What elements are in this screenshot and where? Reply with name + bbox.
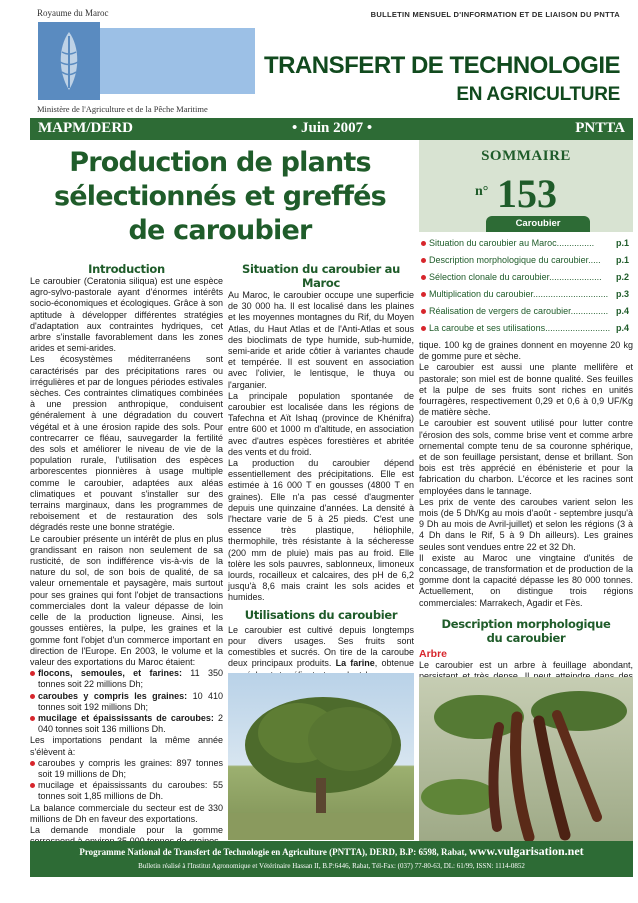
sommaire-box (419, 140, 633, 232)
paragraph: Il existe au Maroc une vingtaine d'unités de concassage, de transformation et de production de la gomme dont la capacité dépasse les 80 000 tonnes. Actuellement, on distingue trois régions commerciales: Marrakech, Agadir et Fès. (419, 552, 633, 608)
paragraph: La demande mondiale pour la gomme (30, 824, 223, 835)
website-link[interactable]: www.vulgarisation.net (468, 844, 584, 858)
column-utilisations-suite (419, 340, 633, 694)
paragraph: Le caroubier présente un intérêt de plus en plus grandissant en raison non seulement de sa rusticité, de son indifférence vis-à-vis de la nature du sol, de son bois de qualité, de sa valeur ornementale et paysagère, mais surtout pour ses graines qui font l'objet de transactions commerciales dont la valeur dépasse de loin celle de la production ligneuse. Ainsi, les gousses entières, la pulpe, les graines et la gomme font l'objet d'un commerce important en direction de l'Europe. En 2003, le volume et la valeur des exportations du Maroc étaient: (30, 533, 223, 667)
footer (30, 841, 633, 877)
bulletin-label: BULLETIN MENSUEL D'INFORMATION ET DE LIAISON DU PNTTA (370, 10, 620, 19)
list-item: flocons, semoules, et farines: 11 350 tonnes soit 22 millions Dh; (30, 668, 223, 690)
carob-pods-photo (419, 677, 633, 844)
sommaire-label: SOMMAIRE (481, 148, 571, 164)
paragraph: La principale population spontanée de caroubier est localisée dans les régions de Tafechna et Aït Ishaq (province de Khénifra) entre 600 et 1000 m d'altitude, en association avec d'autres espèces forestières et abritée des vents et du froid. (228, 390, 414, 457)
footer-line2: Bulletin réalisé à l'Institut Agronomique et Vétérinaire Hassan II, B.P:6446, Rabat, Tél-Fax: (037) 77-80-63, DL: 61/99, ISSN: 1114-0852 (138, 862, 525, 870)
issue-bar (30, 118, 633, 140)
issue-number: 153 (497, 171, 557, 216)
header (0, 0, 638, 118)
issue-number-prefix: n° (475, 184, 489, 199)
topic-tag: Caroubier (486, 216, 590, 232)
ministry-logo-icon (38, 22, 100, 100)
paragraph: Les écosystèmes méditerranéens sont caractérisés par des précipitations rares ou irrégulières et par de longues périodes estivales sèches. Ces contraintes climatiques combinées à une pression anthropique, conduisent généralement à une dégradation du couvert végétal et à une érosion rapide des sols. Pour contrecarrer ce fléau, sauvegarder la fertilité des sols et améliorer le niveau de vie de la population rurale, l'utilisation des espèces arborescentes pionnières à usage multiple comme le caroubier, adaptées aux aléas climatiques et pouvant s'installer sur des terrains marginaux, dans les programmes de reboisement et de restauration des sols dégradés reste une bonne stratégie. (30, 354, 223, 533)
subheading-arbre: Arbre (419, 647, 448, 660)
article-title-line1: Production de plants (69, 147, 371, 178)
column-introduction (30, 262, 223, 847)
toc-item[interactable]: La caroube et ses utilisations.......................... p.4 (419, 320, 633, 337)
paragraph: La production du caroubier dépend essentiellement des précipitations. Elle est estimée à 16 000 T en gousses (4800 T en graines). Elle n'a pas cessé d'augmenter depuis une quinzaine d'années. La densité à l'hectare varie de 5 à 25 pieds. C'est une essence très plastique, héliophile, thermophile, très résistante à la sécheresse (200 mm de pluie) mais pas au froid. Elle tolère les sols pauvres, sablonneux, limoneux lourds, rocailleux et calcaires, des pH de 6,2 jusqu'à 8,6 mais craint les sols acides et humides. (228, 458, 414, 603)
paragraph: Les prix de vente des caroubes varient selon les mois (de 5 Dh/Kg au mois d'août - septembre jusqu'à 9 Dh au mois de Avril-juillet) et selon les régions (3 à 4 Dh dans le Rif, 5 à 9 Dh ailleurs). Les graines seules sont vendues entre 22 et 32 Dh. (419, 496, 633, 552)
paragraph: tique. 100 kg de graines donnent en moyenne 20 kg de gomme pure et sèche. (419, 340, 633, 362)
article-title (30, 146, 410, 248)
publication-title: TRANSFERT DE TECHNOLOGIE (263, 52, 620, 79)
toc-item[interactable]: Situation du caroubier au Maroc............... p.1 (419, 235, 633, 252)
paragraph: Le caroubier est un arbre à feuillage abondant, (419, 660, 633, 671)
section-heading-situation: Situation du caroubier au Maroc (241, 262, 401, 290)
list-item: caroubes y compris les graines: 897 tonnes soit 19 millions de Dh; (30, 758, 223, 780)
paragraph: La balance commerciale du secteur est de 330 millions de Dh en faveur des exportations. (30, 802, 223, 824)
paragraph: Les importations pendant la même année s'élèvent à: (30, 735, 223, 757)
section-heading-introduction: Introduction (88, 262, 165, 276)
toc-item[interactable]: Description morphologique du caroubier..... p.1 (419, 252, 633, 269)
publication-subtitle: EN AGRICULTURE (456, 84, 620, 105)
list-item: mucilage et épaississants du caroubes: 55 tonnes soit 1,85 millions de Dh. (30, 780, 223, 802)
paragraph: Le caroubier est aussi une plante mellifère et pastorale; son miel est de bonne qualité. Ses feuilles et la pulpe de ses fruits sont riches en unités fourragères, respectivement 0,29 et 0,6 à 0,9 UF/Kg de matière sèche. (419, 362, 633, 418)
toc-item[interactable]: Réalisation de vergers de caroubier............... p.4 (419, 303, 633, 320)
article-title-line3: de caroubier (128, 215, 312, 246)
bar-left: MAPM/DERD (38, 120, 133, 136)
section-heading-description: Description morphologique du caroubier (441, 616, 611, 645)
toc-item[interactable]: Sélection clonale du caroubier..................... p.2 (419, 269, 633, 286)
carob-tree-photo (228, 673, 414, 840)
paragraph: Au Maroc, le caroubier occupe une superficie de 30 000 ha. Il est localisé dans les plaines et les moyennes montagnes du Rif, du Moyen Atlas, du Haut Atlas et de l'Anti-Atlas et sous des bioclimats de type humide, sub-humide, semi-aride et aride côtier à variantes chaude et tempérée. Il est souvent en association avec l'olivier, le lentisque, le thuya ou l'arganier. (228, 290, 414, 390)
paragraph: Le caroubier est cultivé depuis longtemps pour divers usages. Ses fruits sont comestibles et sucrés. On tire de la caroube deux principaux produits. La farine, obtenue (228, 624, 414, 669)
paragraph: Le caroubier (Ceratonia siliqua) est une espèce agro-sylvo-pastorale ayant d'énormes intérêts socio-économiques et écologiques. Grâce à son aptitude à développer différentes stratégies d'adaptation aux contraintes hydriques, cet arbre s'installe favorablement dans les zones arides et semi-arides. (30, 276, 223, 354)
table-of-contents (419, 235, 633, 337)
section-heading-utilisations: Utilisations du caroubier (244, 607, 398, 622)
ministere-label: Ministère de l'Agriculture et de la Pêche Maritime (37, 104, 208, 114)
royaume-label: Royaume du Maroc (37, 8, 109, 18)
bar-right: PNTTA (575, 120, 625, 136)
issue-date: • Juin 2007 • (292, 120, 373, 136)
list-item: mucilage et épaississants de caroubes: 2 040 tonnes soit 136 millions Dh. (30, 713, 223, 735)
list-item: caroubes y compris les graines: 10 410 tonnes soit 192 millions Dh; (30, 691, 223, 713)
paragraph: Le caroubier est souvent utilisé pour lutter contre l'érosion des sols, comme brise vent et comme arbre ornemental compte tenu de sa couronne sphérique, et de son feuillage persistant, dense et brillant. Son bois est très apprécié en ébénisterie et pour la fabrication du charbon. L'écorce et les racines sont employées dans le tannage. (419, 418, 633, 496)
footer-line1: Programme National de Transfert de Technologie en Agriculture (PNTTA), DERD, B.P: 6598, Rabat, www.vulgarisation.net (79, 844, 584, 858)
article-title-line2: sélectionnés et greffés (54, 181, 386, 212)
header-banner (100, 28, 255, 94)
toc-item[interactable]: Multiplication du caroubier.............................. p.3 (419, 286, 633, 303)
